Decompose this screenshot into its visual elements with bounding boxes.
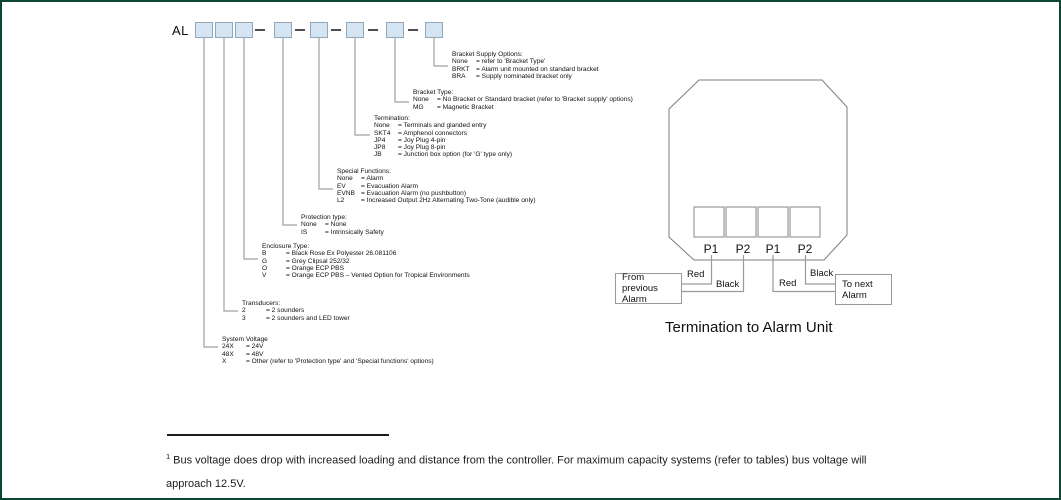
option-row [374, 122, 512, 129]
option-desc: = 24V [246, 343, 264, 351]
option-list [242, 307, 350, 322]
option-list [262, 250, 470, 279]
option-code: 2 [242, 307, 246, 315]
option-desc: = 48V [246, 350, 264, 358]
option-code: G [262, 257, 268, 265]
option-desc: = Supply nominated bracket only [476, 72, 572, 80]
terminal-label-p2-right: P2 [797, 242, 813, 256]
option-list [413, 96, 633, 111]
option-code: BRKT [452, 65, 470, 73]
option-row [222, 358, 434, 365]
option-code: B [262, 250, 267, 258]
to-box-line1: To next [842, 278, 873, 290]
code-dash-separator [295, 29, 305, 31]
option-desc: = None [325, 221, 347, 229]
terminal-box-p2-right [790, 207, 820, 237]
terminal-label-p1-right: P1 [765, 242, 781, 256]
code-dash-separator [331, 29, 341, 31]
option-desc: = Amphenol connectors [398, 129, 468, 137]
option-code: 48X [222, 350, 234, 358]
option-group-title: Special Functions: [337, 168, 391, 175]
option-group-enclosure-type [262, 243, 470, 279]
option-code: EV [337, 182, 346, 190]
footnote-text: Bus voltage does drop with increased loading and distance from the controller. For maximum capacity systems (refer to tables) bus voltage will approach 12.5V. [166, 454, 867, 490]
option-group-bracket-type [413, 89, 633, 111]
option-code: 3 [242, 314, 246, 322]
option-row [337, 175, 536, 182]
option-code: None [452, 58, 468, 66]
wire-label-red-right: Red [779, 278, 797, 289]
option-desc: = Increased Output 2Hz Alternating Two-Tone (audible only) [361, 197, 536, 205]
stem-transducers [224, 38, 238, 311]
option-group-system-voltage [222, 336, 434, 365]
option-desc: = Joy Plug 4-pin [398, 136, 446, 144]
option-row [222, 351, 434, 358]
footnote [166, 445, 908, 496]
alarm-unit-outline [669, 80, 847, 260]
from-previous-alarm-box [615, 273, 682, 304]
footnote-marker: 1 [166, 452, 171, 461]
option-desc: = refer to 'Bracket Type' [476, 58, 546, 66]
stem-enclosure-type [244, 38, 258, 259]
option-row [452, 73, 599, 80]
terminal-box-p1-left [694, 207, 724, 237]
option-row [242, 315, 350, 322]
wire-label-black-left: Black [716, 279, 740, 290]
code-dash-separator [408, 29, 418, 31]
wire-label-black-right: Black [810, 268, 834, 279]
option-row [374, 137, 512, 144]
footnote-rule [167, 434, 389, 436]
option-list [452, 58, 599, 80]
option-desc: = 2 sounders and LED tower [266, 314, 350, 322]
option-group-special-functions [337, 168, 536, 204]
option-row [374, 151, 512, 158]
option-code: MG [413, 103, 424, 111]
option-desc: = Terminals and glanded entry [398, 122, 487, 130]
option-code: L2 [337, 197, 345, 205]
option-list [374, 122, 512, 158]
option-desc: = Black Rose Ex Polyester 26.081106 [286, 250, 397, 258]
option-code: O [262, 264, 268, 272]
option-code: None [413, 96, 429, 104]
option-group-title: Termination: [374, 115, 410, 122]
code-box-bracket-supply [425, 22, 443, 38]
option-code: X [222, 357, 227, 365]
option-row [413, 104, 633, 111]
option-group-title: Protection type: [301, 214, 347, 221]
diagram-caption: Termination to Alarm Unit [665, 319, 833, 336]
stem-bracket-type [395, 38, 409, 102]
option-desc: = Evacuation Alarm (no pushbutton) [361, 189, 467, 197]
option-group-title: Bracket Supply Options: [452, 51, 523, 58]
option-row [262, 272, 470, 279]
option-desc: = Joy Plug 8-pin [398, 144, 446, 152]
option-desc: = Magnetic Bracket [437, 103, 494, 111]
option-group-termination [374, 115, 512, 159]
from-box-line2: Alarm [622, 294, 647, 305]
option-code: JP8 [374, 144, 386, 152]
stem-termination [355, 38, 370, 135]
option-desc: = Evacuation Alarm [361, 182, 418, 190]
option-row [262, 258, 470, 265]
option-row [337, 190, 536, 197]
option-row [262, 250, 470, 257]
code-box-protection [274, 22, 292, 38]
option-desc: = Junction box option (for 'G' type only) [398, 151, 513, 159]
option-code: SKT4 [374, 129, 391, 137]
option-group-protection-type [301, 214, 384, 236]
option-code: V [262, 272, 267, 280]
option-desc: = Grey Clipsal 252/32 [286, 257, 350, 265]
option-row [452, 66, 599, 73]
model-code-prefix: AL [172, 23, 189, 38]
code-dash-separator [368, 29, 378, 31]
option-row [301, 221, 384, 228]
option-group-title: Enclosure Type: [262, 243, 310, 250]
option-desc: = 2 sounders [266, 307, 305, 315]
stem-special-functions [319, 38, 333, 189]
terminal-box-p2-left [726, 207, 756, 237]
code-box-voltage [195, 22, 213, 38]
option-row [337, 197, 536, 204]
option-group-bracket-supply [452, 51, 599, 80]
option-list [222, 343, 434, 365]
option-code: None [337, 175, 353, 183]
option-row [242, 307, 350, 314]
code-box-bracket-type [386, 22, 404, 38]
option-row [301, 229, 384, 236]
option-list [337, 175, 536, 204]
option-code: None [374, 122, 390, 130]
option-group-title: Bracket Type: [413, 89, 454, 96]
option-row [374, 144, 512, 151]
option-code: EVNB [337, 189, 355, 197]
option-row [413, 96, 633, 103]
code-box-special-functions [310, 22, 328, 38]
stem-bracket-supply [434, 38, 448, 66]
terminal-label-p1-left: P1 [703, 242, 719, 256]
code-box-termination [346, 22, 364, 38]
option-desc: = Alarm unit mounted on standard bracket [476, 65, 599, 73]
option-row [337, 183, 536, 190]
option-row [452, 58, 599, 65]
option-group-transducers [242, 300, 350, 322]
from-box-line1: From previous [622, 272, 658, 294]
code-box-enclosure [235, 22, 253, 38]
option-desc: = Alarm [361, 175, 384, 183]
option-code: IS [301, 228, 308, 236]
option-list [301, 221, 384, 236]
option-group-title: Transducers: [242, 300, 281, 307]
code-dash-separator [255, 29, 265, 31]
terminal-box-p1-right [758, 207, 788, 237]
option-code: JP4 [374, 136, 386, 144]
stem-protection-type [283, 38, 297, 225]
code-box-transducers [215, 22, 233, 38]
stem-system-voltage [204, 38, 218, 347]
option-code: JB [374, 151, 382, 159]
option-code: BRA [452, 72, 466, 80]
wire-label-red-left: Red [687, 269, 705, 280]
option-desc: = Orange ECP PBS [286, 264, 344, 272]
option-desc: = Intrinsically Safety [325, 228, 384, 236]
option-code: None [301, 221, 317, 229]
option-group-title: System Voltage [222, 336, 268, 343]
option-row [374, 130, 512, 137]
option-desc: = No Bracket or Standard bracket (refer to 'Bracket supply' options) [437, 96, 633, 104]
option-desc: = Orange ECP PBS – Vented Option for Tropical Environments [286, 272, 470, 280]
to-next-alarm-box [835, 274, 892, 305]
option-code: 24X [222, 343, 234, 351]
terminal-label-p2-left: P2 [735, 242, 751, 256]
to-box-line2: Alarm [842, 289, 867, 301]
option-row [262, 265, 470, 272]
option-desc: = Other (refer to 'Protection type' and 'Special functions' options) [246, 357, 434, 365]
option-row [222, 343, 434, 350]
